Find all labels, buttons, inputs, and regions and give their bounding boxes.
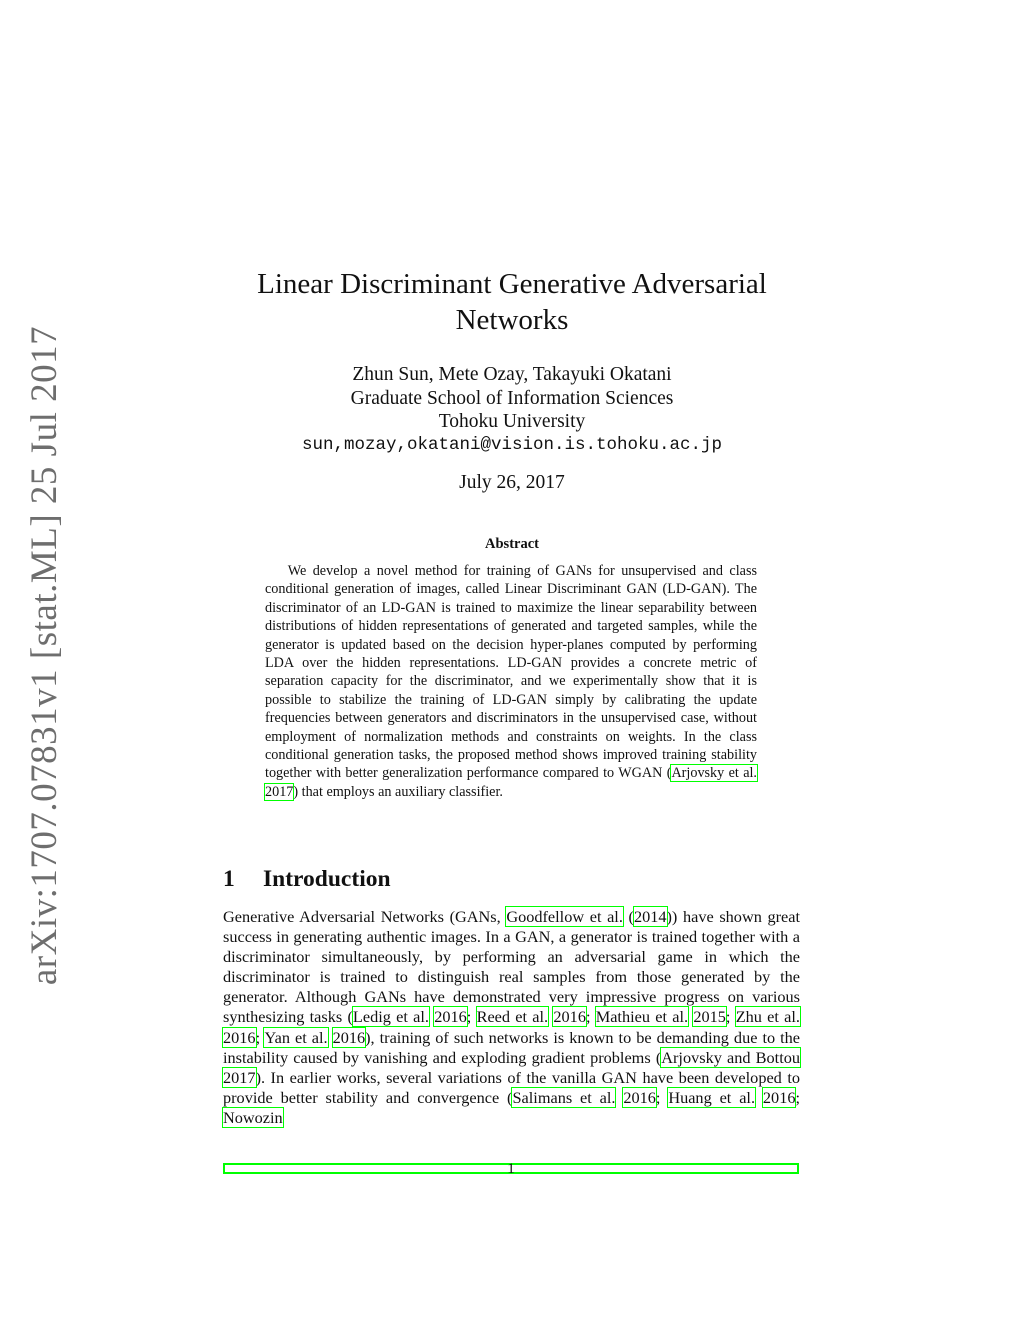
- body-text: ). In earlier works, several variations of the vanilla GAN have been developed to provide better stability and convergence (: [223, 1067, 800, 1107]
- citation-link[interactable]: Arjovsky et al.: [671, 765, 757, 782]
- citation-year-link[interactable]: 2015: [693, 1007, 726, 1027]
- body-text: ;: [466, 1007, 477, 1027]
- citation-link[interactable]: Nowozin: [223, 1107, 283, 1127]
- arxiv-identifier: arXiv:1707.07831v1 [stat.ML] 25 Jul 2017: [24, 325, 66, 985]
- abstract-text-part: ) that employs an auxiliary classifier.: [293, 783, 503, 800]
- citation-link[interactable]: Zhu et al.: [735, 1007, 800, 1027]
- citation-year-link[interactable]: 2017: [223, 1067, 256, 1087]
- citation-link[interactable]: Ledig et al.: [352, 1007, 429, 1027]
- citation-year-link[interactable]: 2016: [434, 1007, 467, 1027]
- citation-link[interactable]: Reed et al.: [476, 1007, 549, 1027]
- citation-year-link[interactable]: 2016: [223, 1027, 256, 1047]
- citation-year-link[interactable]: 2016: [623, 1087, 656, 1107]
- citation-year-link[interactable]: 2016: [553, 1007, 586, 1027]
- author-email: sun,mozay,okatani@vision.is.tohoku.ac.jp: [301, 434, 723, 455]
- citation-link[interactable]: Arjovsky and Bottou: [661, 1047, 800, 1067]
- section-title: Introduction: [263, 866, 391, 892]
- citation-link[interactable]: Yan et al.: [264, 1027, 328, 1047]
- introduction-paragraph: [223, 907, 800, 1128]
- author-block: [220, 363, 804, 457]
- citation-link[interactable]: Goodfellow et al.: [506, 907, 623, 926]
- paper-date: July 26, 2017: [459, 472, 565, 493]
- affiliation: Graduate School of Information Sciences: [350, 387, 674, 409]
- body-text: ;: [795, 1087, 800, 1107]
- citation-year-link[interactable]: 2014: [633, 907, 667, 926]
- body-text: ;: [725, 1007, 736, 1027]
- paper-title: Linear Discriminant Generative Adversarial Networks: [257, 268, 767, 336]
- abstract-heading: Abstract: [485, 536, 539, 552]
- citation-link[interactable]: Mathieu et al.: [595, 1007, 689, 1027]
- citation-link[interactable]: Huang et al.: [668, 1087, 756, 1107]
- body-text: )) have shown great success in generating authentic images. In a GAN, a generator is trained together with a discriminator simultaneously, by performing an adversarial game in which the discriminator is trained to distinguish real samples from those generated by the generator. Although GANs have demonstrated very impressive progress on various synthesizing tasks (: [223, 907, 800, 1027]
- body-text: ), training of such networks is known to be demanding due to the instability caused by vanishing and exploding gradient problems (: [223, 1027, 800, 1067]
- citation-year-link[interactable]: 2017: [265, 783, 294, 800]
- author-names: Zhun Sun, Mete Ozay, Takayuki Okatani: [352, 364, 672, 385]
- citation-year-link[interactable]: 2016: [332, 1027, 366, 1047]
- citation-year-link[interactable]: 2016: [762, 1087, 796, 1107]
- page-number: 1: [507, 1161, 515, 1177]
- abstract-text-part: We develop a novel method for training of GANs for unsupervised and class conditional generation of images, called Linear Discriminant GAN (LD-GAN). The discriminator of an LD-GAN is trained to maximize the linear separability between distributions of hidden representations of generated and targeted samples, while the generator is updated based on the decision hyper-planes computed by performing LDA over the hidden representations. LD-GAN provides a concrete metric of separation capacity for the discriminator, and we experimentally show that it is possible to stabilize the training of LD-GAN simply by calibrating the update frequencies between generators and discriminators in the unsupervised case, without employment of normalization methods and constraints on weights. In the class conditional generation tasks, the proposed method shows improved training stability together with better generalization performance compared to WGAN (: [265, 563, 757, 782]
- body-text: (: [622, 907, 634, 926]
- body-text: ;: [255, 1027, 265, 1047]
- section-heading: [223, 866, 803, 893]
- body-text: ;: [585, 1007, 596, 1027]
- body-text: Generative Adversarial Networks (GANs,: [223, 907, 507, 926]
- body-text: ;: [655, 1087, 669, 1107]
- section-number: 1: [223, 866, 235, 892]
- university: Tohoku University: [438, 411, 586, 432]
- abstract-text: [265, 562, 757, 801]
- arxiv-stamp: [16, 325, 74, 985]
- citation-link[interactable]: Salimans et al.: [512, 1087, 616, 1107]
